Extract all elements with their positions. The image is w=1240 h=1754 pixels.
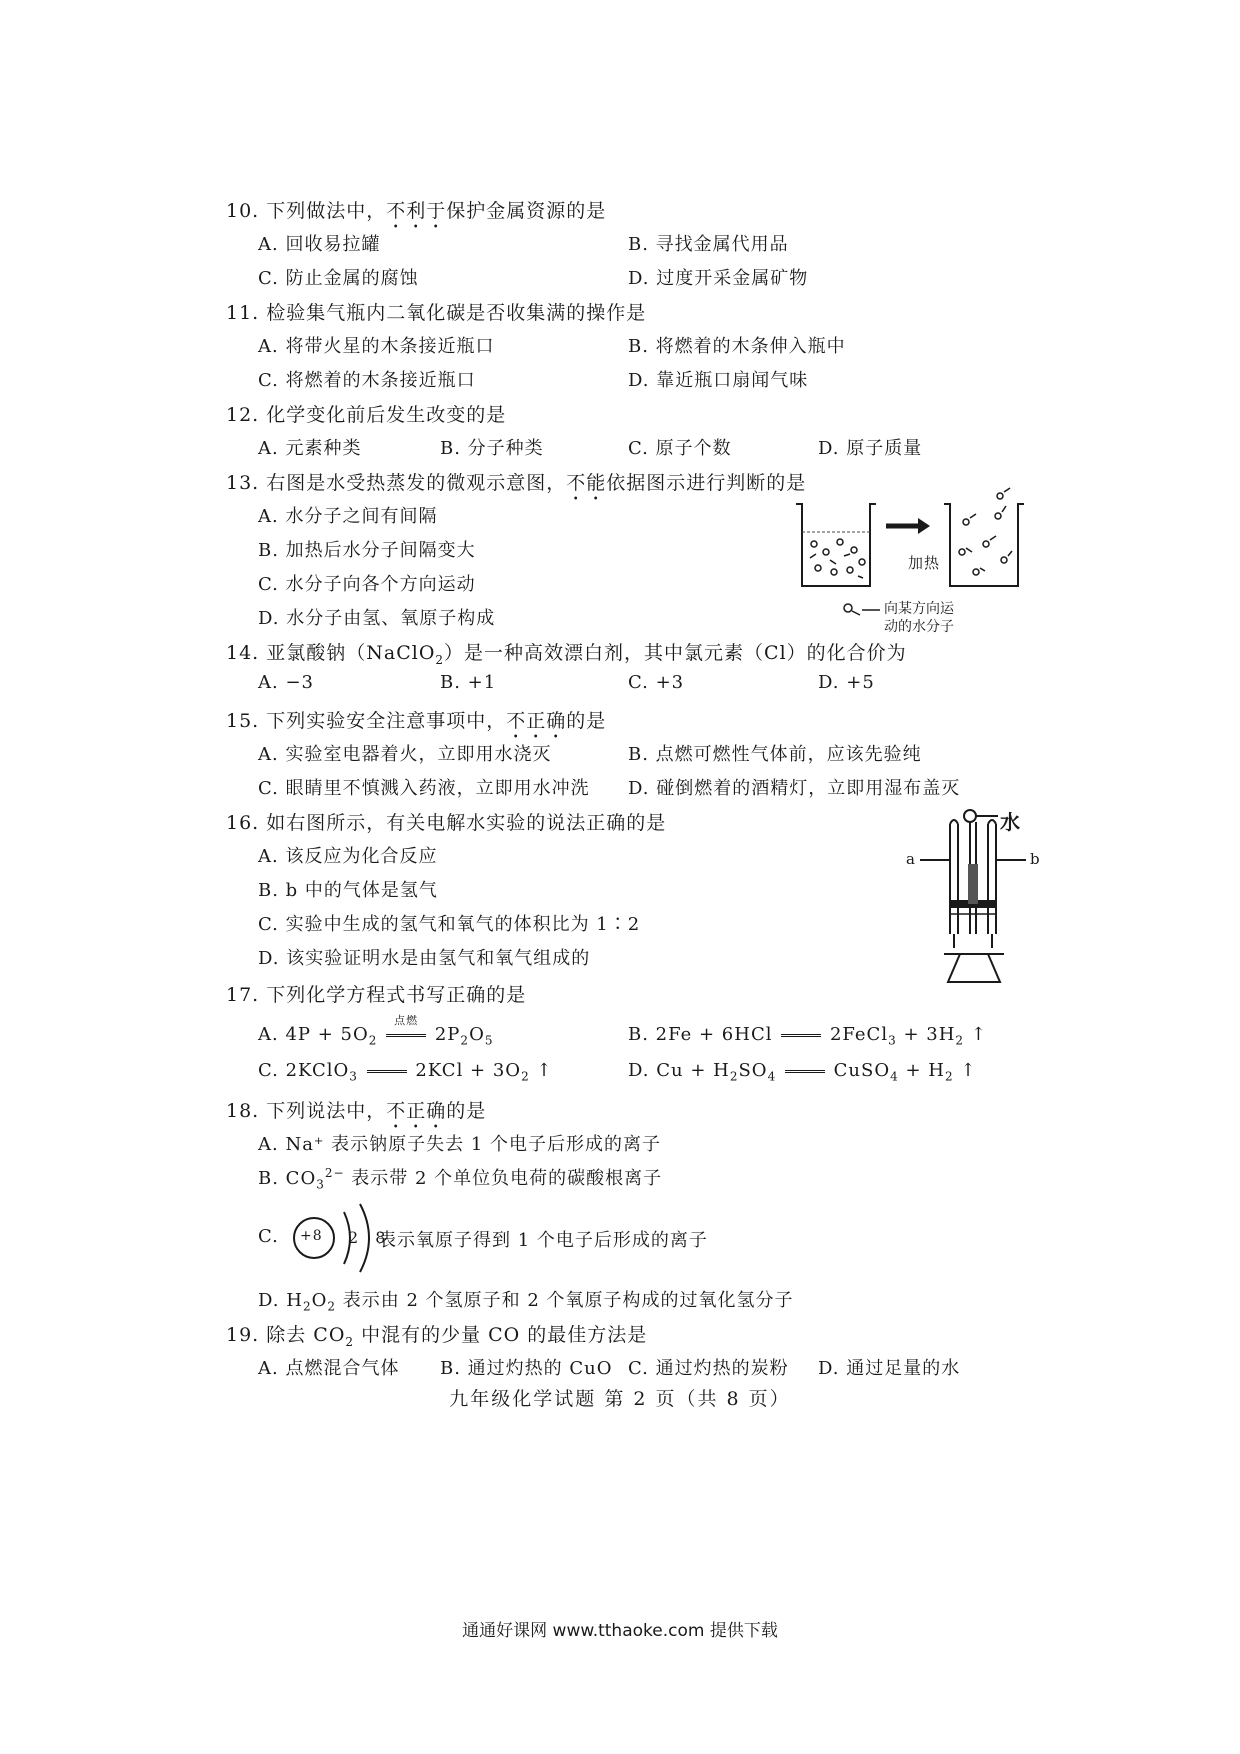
question-18 xyxy=(226,1096,486,1133)
q12-option-a: A. 元素种类 xyxy=(258,438,362,459)
q18-option-d-text: 表示由 2 个氢原子和 2 个氧原子构成的过氧化氢分子 xyxy=(342,1290,794,1311)
q17-option-b: B. 2Fe + 6HCl 2FeCl$_3$ + $3H_2$ ↑ xyxy=(628,1024,987,1048)
q19-option-c: C. 通过灼热的炭粉 xyxy=(628,1358,789,1379)
q15-stem-pre: 15. 下列实验安全注意事项中， xyxy=(226,710,507,732)
watermark: 通通好课网 www.tthaoke.com 提供下载 xyxy=(462,1621,778,1641)
q13-emphasis: 不能 xyxy=(566,472,607,494)
q15-option-d: D. 碰倒燃着的酒精灯，立即用湿布盖灭 xyxy=(628,778,961,799)
q16-water-label: 水 xyxy=(1000,810,1021,834)
q18-option-a: A. Na⁺ 表示钠原子失去 1 个电子后形成的离子 xyxy=(258,1134,662,1155)
q11-option-a: A. 将带火星的木条接近瓶口 xyxy=(258,336,495,357)
question-10 xyxy=(226,196,606,233)
q10-stem-pre: 下列做法中， xyxy=(266,200,387,222)
q13-option-a: A. 水分子之间有间隔 xyxy=(258,506,438,527)
q18-emphasis: 不正确 xyxy=(386,1100,447,1122)
q16-option-b: B. b 中的气体是氢气 xyxy=(258,880,438,901)
q10-option-b: B. 寻找金属代用品 xyxy=(628,234,789,255)
q10-option-a: A. 回收易拉罐 xyxy=(258,234,381,255)
q18-option-b-text: 表示带 2 个单位负电荷的碳酸根离子 xyxy=(351,1168,663,1189)
q10-option-c: C. 防止金属的腐蚀 xyxy=(258,268,419,289)
q10-stem-post: 保护金属资源的是 xyxy=(446,200,607,222)
q16-option-a: A. 该反应为化合反应 xyxy=(258,846,438,867)
q12-option-b: B. 分子种类 xyxy=(440,438,544,459)
q11-option-d: D. 靠近瓶口扇闻气味 xyxy=(628,370,809,391)
q13-legend-line2: 动的水分子 xyxy=(884,619,954,635)
question-14 xyxy=(226,638,907,667)
q13-heat-label: 加热 xyxy=(908,554,941,572)
question-16: 16. 如右图所示，有关电解水实验的说法正确的是 xyxy=(226,812,667,834)
q14-subscript: 2 xyxy=(435,652,445,667)
q17-option-c: C. 2KClO$_3$ $2KCl + 3O_2$ ↑ xyxy=(258,1060,553,1084)
q13-stem-pre: 13. 右图是水受热蒸发的微观示意图， xyxy=(226,472,567,494)
q14-option-b: B. +1 xyxy=(440,672,497,693)
q19-option-a: A. 点燃混合气体 xyxy=(258,1358,400,1379)
question-12: 12. 化学变化前后发生改变的是 xyxy=(226,404,507,426)
q15-option-c: C. 眼睛里不慎溅入药液，立即用水冲洗 xyxy=(258,778,590,799)
q13-stem-post: 依据图示进行判断的是 xyxy=(606,472,807,494)
q13-option-c: C. 水分子向各个方向运动 xyxy=(258,574,476,595)
q12-option-c: C. 原子个数 xyxy=(628,438,732,459)
q14-stem-b: ）是一种高效漂白剂，其中氯元素（Cl）的化合价为 xyxy=(444,642,907,664)
q18-nucleus-charge: +8 xyxy=(300,1228,323,1244)
q19-option-d: D. 通过足量的水 xyxy=(818,1358,961,1379)
q11-option-c: C. 将燃着的木条接近瓶口 xyxy=(258,370,476,391)
q14-option-c: C. +3 xyxy=(628,672,685,693)
question-13 xyxy=(226,468,806,505)
q17-option-a: A. $4P + 5O_2$ 点燃 $2P_2O_5$ xyxy=(258,1014,494,1048)
q17-option-d: D. $Cu + H_2SO_4$ CuSO$_4$ + $H_2$ ↑ xyxy=(628,1060,977,1084)
q18-option-c-label: C. xyxy=(258,1226,279,1247)
q16-option-d: D. 该实验证明水是由氢气和氧气组成的 xyxy=(258,948,591,969)
q19-stem-a: 19. 除去 CO xyxy=(226,1324,346,1346)
q18-stem-pre: 18. 下列说法中， xyxy=(226,1100,387,1122)
q15-stem-post: 的是 xyxy=(566,710,607,732)
q15-emphasis: 不正确 xyxy=(506,710,567,732)
question-15 xyxy=(226,706,606,743)
q15-option-b: B. 点燃可燃性气体前，应该先验纯 xyxy=(628,744,922,765)
q19-stem-b: 中混有的少量 CO 的最佳方法是 xyxy=(354,1324,648,1346)
q14-option-d: D. +5 xyxy=(818,672,875,693)
q16-label-b: b xyxy=(1030,850,1041,868)
q10-option-d: D. 过度开采金属矿物 xyxy=(628,268,809,289)
q18-option-b: B. $CO_3^{2-}$ 表示带 2 个单位负电荷的碳酸根离子 xyxy=(258,1166,663,1192)
q14-option-a: A. −3 xyxy=(258,672,314,693)
q17-condition: 点燃 xyxy=(394,1014,419,1027)
q13-option-d: D. 水分子由氢、氧原子构成 xyxy=(258,608,496,629)
question-11: 11. 检验集气瓶内二氧化碳是否收集满的操作是 xyxy=(226,302,647,324)
q19-option-b: B. 通过灼热的 CuO xyxy=(440,1358,613,1379)
q13-option-b: B. 加热后水分子间隔变大 xyxy=(258,540,476,561)
question-19: 19. 除去 $CO_2$ 中混有的少量 CO 的最佳方法是 xyxy=(226,1324,648,1349)
q12-option-d: D. 原子质量 xyxy=(818,438,923,459)
q18-electron-shells: 2 8 xyxy=(348,1228,392,1247)
question-17: 17. 下列化学方程式书写正确的是 xyxy=(226,984,527,1006)
q10-number: 10. xyxy=(226,200,260,222)
q10-emphasis: 不利于 xyxy=(386,200,447,222)
q13-legend-line1: 向某方向运 xyxy=(884,601,954,617)
q16-option-c: C. 实验中生成的氢气和氧气的体积比为 1∶2 xyxy=(258,914,641,935)
page-footer: 九年级化学试题 第 2 页（共 8 页） xyxy=(449,1388,791,1410)
q16-label-a: a xyxy=(906,850,916,868)
electrolysis-apparatus-diagram xyxy=(914,804,1044,984)
q18-option-c-text: 表示氧原子得到 1 个电子后形成的离子 xyxy=(378,1230,708,1251)
q14-stem-a: 14. 亚氯酸钠（NaClO xyxy=(226,642,436,664)
q18-stem-post: 的是 xyxy=(446,1100,487,1122)
q18-option-d: D. $H_2O_2$ 表示由 2 个氢原子和 2 个氧原子构成的过氧化氢分子 xyxy=(258,1290,794,1314)
q11-option-b: B. 将燃着的木条伸入瓶中 xyxy=(628,336,846,357)
q15-option-a: A. 实验室电器着火，立即用水浇灭 xyxy=(258,744,552,765)
